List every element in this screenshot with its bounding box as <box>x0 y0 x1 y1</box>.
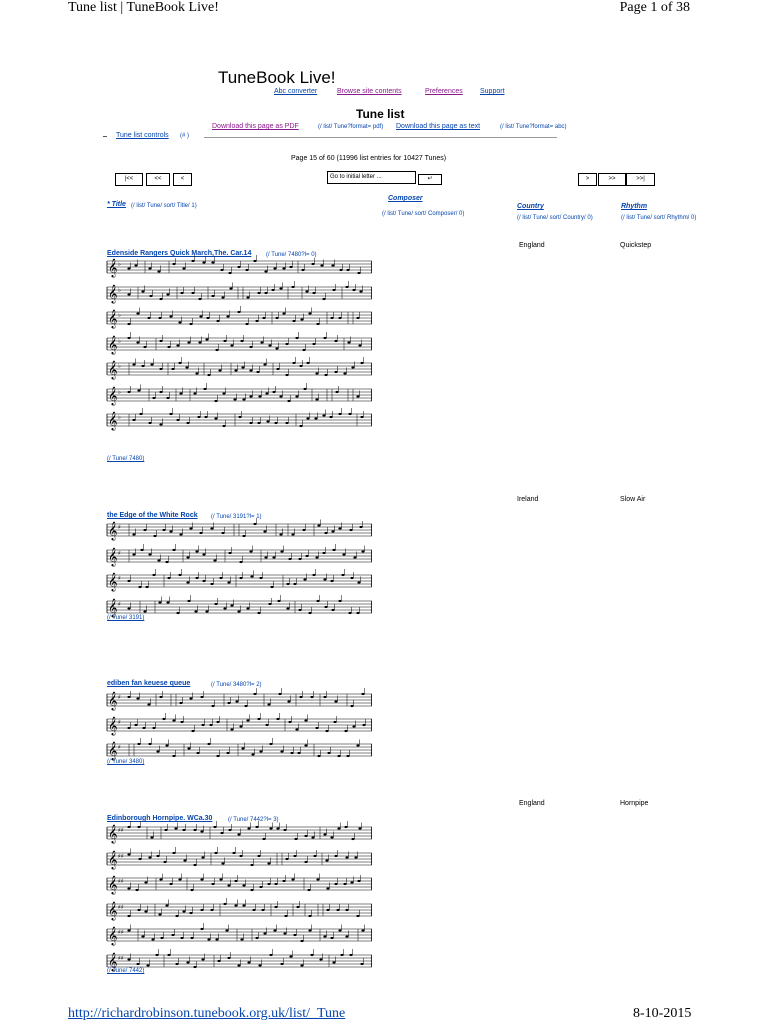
music-staff <box>107 308 372 328</box>
music-staff <box>107 715 372 735</box>
music-staff <box>107 900 372 920</box>
composer-column-header[interactable]: Composer <box>388 195 423 202</box>
tune-rhythm: Slow Air <box>620 496 646 503</box>
download-pdf-path: (/ list/ Tune?format= pdf) <box>318 124 384 130</box>
page-count: Page 1 of 38 <box>619 0 690 15</box>
svg-text:𝄞: 𝄞 <box>108 741 118 760</box>
go-button[interactable]: ↵ <box>418 174 442 185</box>
footer-url-link[interactable]: http://richardrobinson.tunebook.org.uk/list/_Tune <box>68 1006 346 1021</box>
rhythm-sort-path: (/ list/ Tune/ sort/ Rhythm/ 0) <box>621 215 697 221</box>
svg-text:𝄞: 𝄞 <box>108 900 118 920</box>
svg-text:𝄞: 𝄞 <box>108 716 118 735</box>
first-page-button[interactable]: |<< <box>115 173 143 186</box>
tune-reference-link[interactable]: (/ Tune/ 3191) <box>107 615 145 621</box>
tune-reference-link[interactable]: (/ Tune/ 7442) <box>107 968 145 974</box>
tune-path: (/ Tune/ 3191?l= 1) <box>211 514 262 520</box>
country-column-header[interactable]: Country <box>517 203 544 210</box>
svg-text:♯♯: ♯♯ <box>118 852 124 860</box>
svg-text:♯: ♯ <box>118 524 121 531</box>
music-staff <box>107 874 372 894</box>
music-staff <box>107 385 372 405</box>
music-staff <box>107 283 372 303</box>
music-staff <box>107 546 372 566</box>
previous-many-button[interactable]: << <box>146 173 170 186</box>
tune-reference-link[interactable]: (/ Tune/ 3480) <box>107 759 145 765</box>
next-page-button[interactable]: > <box>578 173 597 186</box>
svg-text:𝄞: 𝄞 <box>108 283 118 303</box>
svg-text:𝄞: 𝄞 <box>108 951 118 971</box>
svg-text:♯: ♯ <box>118 744 121 751</box>
music-staff <box>107 951 372 971</box>
svg-text:♭: ♭ <box>118 261 121 268</box>
svg-text:𝄞: 𝄞 <box>108 824 118 843</box>
svg-text:𝄞: 𝄞 <box>108 691 118 710</box>
music-staff <box>107 571 372 591</box>
download-pdf-link[interactable]: Download this page as PDF <box>212 123 299 130</box>
nav-preferences[interactable]: Preferences <box>425 88 463 95</box>
page-title: Tune list <box>356 107 405 121</box>
rhythm-column-header[interactable]: Rhythm <box>621 203 648 210</box>
svg-text:𝄞: 𝄞 <box>108 849 118 869</box>
composer-sort-path: (/ list/ Tune/ sort/ Composer/ 0) <box>382 211 465 217</box>
svg-text:𝄞: 𝄞 <box>108 385 118 405</box>
svg-text:♯: ♯ <box>118 694 121 701</box>
svg-text:𝄞: 𝄞 <box>108 258 118 277</box>
controls-dash <box>103 136 107 137</box>
nav-support[interactable]: Support <box>480 88 505 95</box>
tune-path: (/ Tune/ 7442?l= 3) <box>228 817 279 823</box>
svg-text:𝄞: 𝄞 <box>108 334 118 354</box>
tune-rhythm: Hornpipe <box>620 800 649 807</box>
svg-text:𝄞: 𝄞 <box>108 572 118 591</box>
music-staff <box>107 257 372 277</box>
music-staff <box>107 359 372 379</box>
country-sort-path: (/ list/ Tune/ sort/ Country/ 0) <box>517 215 593 221</box>
tune-title-link[interactable]: Edinborough Hornpipe. WCa.30 <box>107 815 213 822</box>
tune-title-link[interactable]: ediben fan keuese queue <box>107 680 191 687</box>
music-staff <box>107 690 372 710</box>
tune-path: (/ Tune/ 7480?l= 0) <box>266 252 317 258</box>
tune-title-link[interactable]: Edenside Rangers Quick March,The. Car.14 <box>107 250 252 257</box>
svg-text:𝄞: 𝄞 <box>108 926 118 945</box>
tune-country: Ireland <box>517 496 539 503</box>
svg-text:♯: ♯ <box>118 575 121 582</box>
music-staff <box>107 520 372 540</box>
svg-text:𝄞: 𝄞 <box>108 597 118 617</box>
music-staff <box>107 740 372 760</box>
site-brand: TuneBook Live! <box>218 68 336 87</box>
svg-text:♯♯: ♯♯ <box>118 903 124 911</box>
music-staff <box>107 334 372 354</box>
initial-letter-select[interactable]: Go to initial letter ... <box>327 171 416 184</box>
document-title: Tune list | TuneBook Live! <box>68 0 219 15</box>
footer-date: 8-10-2015 <box>633 1006 692 1021</box>
svg-text:𝄞: 𝄞 <box>108 309 118 328</box>
download-text-path: (/ list/ Tune?format= abc) <box>500 124 567 130</box>
svg-text:♯: ♯ <box>118 600 121 608</box>
previous-page-button[interactable]: < <box>173 173 192 186</box>
title-column-header[interactable]: * Title <box>107 201 126 208</box>
svg-text:♯: ♯ <box>118 719 121 726</box>
tune-country: England <box>519 800 545 807</box>
svg-text:♯♯: ♯♯ <box>118 878 124 885</box>
download-text-link[interactable]: Download this page as text <box>396 123 481 130</box>
svg-text:♯♯: ♯♯ <box>118 929 124 936</box>
music-staff <box>107 410 372 430</box>
music-staff <box>107 597 372 617</box>
svg-text:♭: ♭ <box>118 337 121 345</box>
svg-text:𝄞: 𝄞 <box>108 360 118 379</box>
tune-reference-link[interactable]: (/ Tune/ 7480) <box>107 456 145 462</box>
tune-path: (/ Tune/ 3480?l= 2) <box>211 682 262 688</box>
svg-text:𝄞: 𝄞 <box>108 521 118 540</box>
next-many-button[interactable]: >> <box>598 173 626 186</box>
last-page-button[interactable]: >>| <box>626 173 655 186</box>
tune-list-controls-path: (# ) <box>180 133 189 139</box>
tune-title-link[interactable]: the Edge of the White Rock <box>107 512 198 519</box>
svg-text:♭: ♭ <box>118 414 121 421</box>
svg-text:♭: ♭ <box>118 388 121 396</box>
tune-rhythm: Quickstep <box>620 242 652 249</box>
svg-text:𝄞: 𝄞 <box>108 411 118 430</box>
svg-text:𝄞: 𝄞 <box>108 875 118 894</box>
svg-text:♭: ♭ <box>118 286 121 294</box>
svg-text:𝄞: 𝄞 <box>108 546 118 566</box>
title-sort-path: (/ list/ Tune/ sort/ Title/ 1) <box>131 203 197 209</box>
nav-browse-site-contents[interactable]: Browse site contents <box>337 88 402 95</box>
svg-text:♭: ♭ <box>118 312 121 319</box>
music-staff <box>107 823 372 843</box>
tune-country: England <box>519 242 545 249</box>
svg-text:♭: ♭ <box>118 363 121 370</box>
tune-list-controls-link[interactable]: Tune list controls <box>116 132 169 139</box>
paging-summary: Page 15 of 60 (11996 list entries for 10427 Tunes) <box>291 155 447 162</box>
music-staff <box>107 849 372 869</box>
svg-text:♯♯: ♯♯ <box>118 954 124 962</box>
controls-divider <box>204 137 557 138</box>
nav-abc-converter[interactable]: Abc converter <box>274 88 318 95</box>
svg-text:♯♯: ♯♯ <box>118 827 124 834</box>
music-staff <box>107 925 372 945</box>
svg-text:♯: ♯ <box>118 549 121 557</box>
